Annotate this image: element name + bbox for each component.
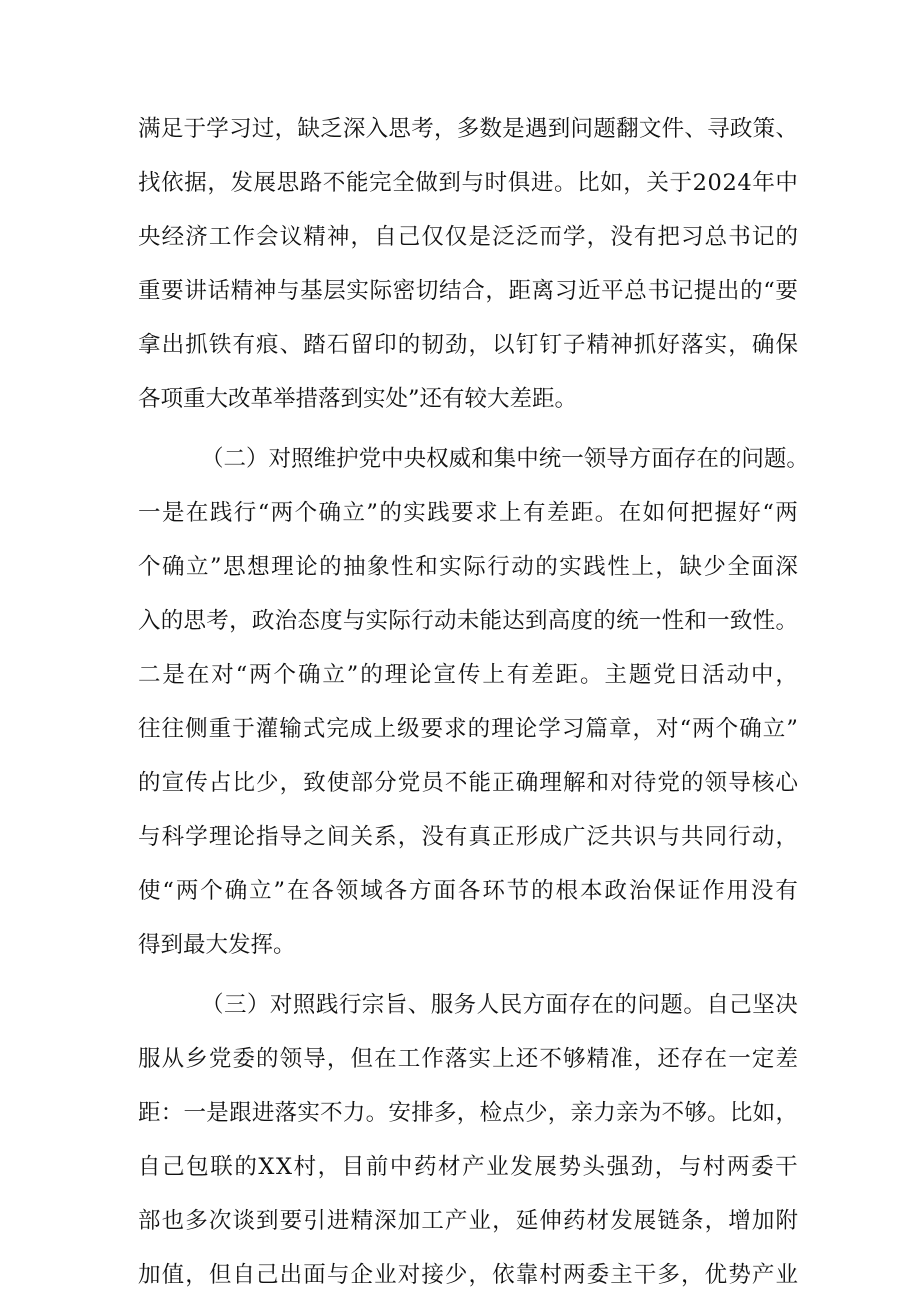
- text-line: 重 要 讲 话 精 神 与 基 层 实 际 密 切 结 合 ， 距 离 习 近 平 总 书 记 提 出 的 “ 要: [138, 278, 798, 304]
- text-line: 各项重大改革举措落到实处”还有较大差距。: [138, 386, 578, 412]
- text-line: 使 “ 两 个 确 立 ” 在 各 领 域 各 方 面 各 环 节 的 根 本 政 治 保 证 作 用 没 有: [138, 878, 798, 904]
- text-line: 入 的 思 考 ， 政 治 态 度 与 实 际 行 动 未 能 达 到 高 度 的 统 一 性 和 一 致 性 。: [138, 608, 798, 634]
- text-line: 央 经 济 工 作 会 议 精 神 ， 自 己 仅 仅 是 泛 泛 而 学 ， 没 有 把 习 总 书 记 的: [138, 224, 798, 250]
- text-line: 找 依 据 ， 发 展 思 路 不 能 完 全 做 到 与 时 俱 进 。 比 如 ， 关 于 2 0 2 4 年 中: [138, 170, 798, 196]
- text-line: 距 ： 一 是 跟 进 落 实 不 力 。 安 排 多 ， 检 点 少 ， 亲 力 亲 为 不 够 。 比 如 ，: [138, 1100, 798, 1126]
- text-line: 部 也 多 次 谈 到 要 引 进 精 深 加 工 产 业 ， 延 伸 药 材 发 展 链 条 ， 增 加 附: [138, 1208, 798, 1234]
- text-line: 满 足 于 学 习 过 ， 缺 乏 深 入 思 考 ， 多 数 是 遇 到 问 题 翻 文 件 、 寻 政 策 、: [138, 116, 798, 142]
- text-line: 自 己 包 联 的 X X 村 ， 目 前 中 药 材 产 业 发 展 势 头 强 劲 ， 与 村 两 委 干: [138, 1154, 798, 1180]
- text-line: 加 值 ， 但 自 己 出 面 与 企 业 对 接 少 ， 依 靠 村 两 委 主 干 多 ， 优 势 产 业: [138, 1262, 798, 1288]
- section-heading-line: （ 二 ） 对 照 维 护 党 中 央 权 威 和 集 中 统 一 领 导 方 面 存 在 的 问 题 。: [201, 446, 809, 472]
- section-heading-line: （ 三 ） 对 照 践 行 宗 旨 、 服 务 人 民 方 面 存 在 的 问 题 。 自 己 坚 决: [201, 992, 798, 1018]
- text-line: 往 往 侧 重 于 灌 输 式 完 成 上 级 要 求 的 理 论 学 习 篇 章 ， 对 “ 两 个 确 立 ”: [138, 716, 798, 742]
- text-line: 一 是 在 践 行 “ 两 个 确 立 ” 的 实 践 要 求 上 有 差 距 。 在 如 何 把 握 好 “ 两: [138, 500, 798, 526]
- text-line: 与 科 学 理 论 指 导 之 间 关 系 ， 没 有 真 正 形 成 广 泛 共 识 与 共 同 行 动 ，: [138, 824, 798, 850]
- text-line: 得到最大发挥。: [138, 932, 296, 958]
- text-line: 个 确 立 ” 思 想 理 论 的 抽 象 性 和 实 际 行 动 的 实 践 性 上 ， 缺 少 全 面 深: [138, 554, 798, 580]
- text-line: 二 是 在 对 “ 两 个 确 立 ” 的 理 论 宣 传 上 有 差 距 。 主 题 党 日 活 动 中 ，: [138, 662, 798, 688]
- text-line: 的 宣 传 占 比 少 ， 致 使 部 分 党 员 不 能 正 确 理 解 和 对 待 党 的 领 导 核 心: [138, 770, 798, 796]
- text-line: 服 从 乡 党 委 的 领 导 ， 但 在 工 作 落 实 上 还 不 够 精 准 ， 还 存 在 一 定 差: [138, 1046, 798, 1072]
- document-body: [138, 102, 809, 1302]
- text-line: 拿 出 抓 铁 有 痕 、 踏 石 留 印 的 韧 劲 ， 以 钉 钉 子 精 神 抓 好 落 实 ， 确 保: [138, 332, 798, 358]
